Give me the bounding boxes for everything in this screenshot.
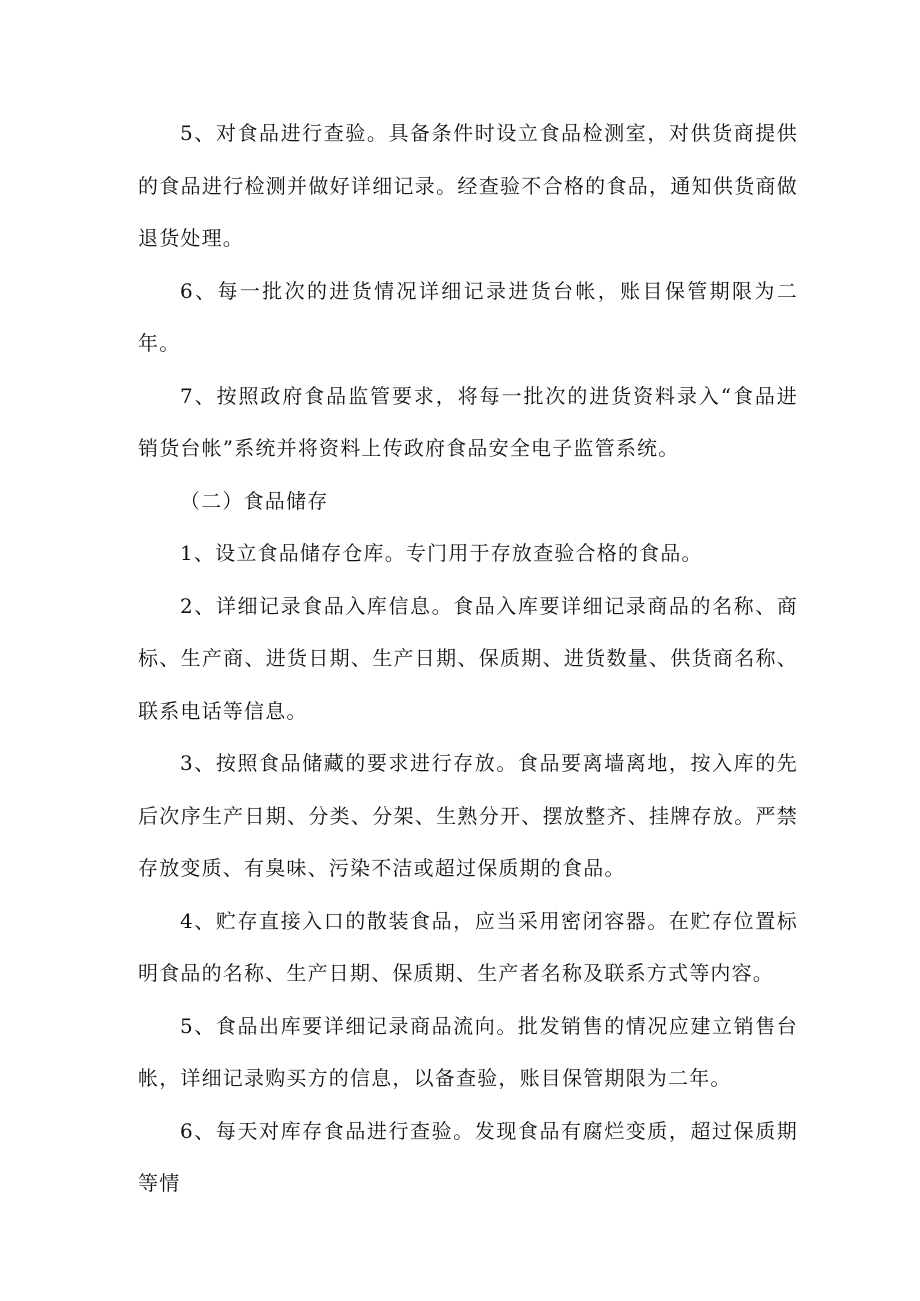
paragraph-storage-6: 6、每天对库存食品进行查验。发现食品有腐烂变质，超过保质期等情	[138, 1118, 798, 1195]
section-heading-food-storage: （二）食品储存	[180, 488, 329, 513]
paragraph-storage-2: 2、详细记录食品入库信息。食品入库要详细记录商品的名称、商标、生产商、进货日期、生产日期、保质期、进货数量、供货商名称、联系电话等信息。	[138, 593, 798, 723]
paragraph-item-6-ledger: 6、每一批次的进货情况详细记录进货台帐，账目保管期限为二年。	[138, 278, 798, 355]
document-body	[138, 107, 798, 1210]
paragraph-storage-3: 3、按照食品储藏的要求进行存放。食品要离墙离地，按入库的先后次序生产日期、分类、分架、生熟分开、摆放整齐、挂牌存放。严禁存放变质、有臭味、污染不洁或超过保质期的食品。	[138, 751, 798, 880]
paragraph-storage-4: 4、贮存直接入口的散装食品，应当采用密闭容器。在贮存位置标明食品的名称、生产日期、保质期、生产者名称及联系方式等内容。	[138, 908, 798, 985]
paragraph-storage-1: 1、设立食品储存仓库。专门用于存放查验合格的食品。	[180, 541, 703, 565]
paragraph-item-7-upload: 7、按照政府食品监管要求，将每一批次的进货资料录入“食品进销货台帐”系统并将资料上传政府食品安全电子监管系统。	[138, 383, 798, 460]
paragraph-storage-5: 5、食品出库要详细记录商品流向。批发销售的情况应建立销售台帐，详细记录购买方的信息，以备查验，账目保管期限为二年。	[138, 1013, 798, 1090]
paragraph-item-5-inspection: 5、对食品进行查验。具备条件时设立食品检测室，对供货商提供的食品进行检测并做好详细记录。经查验不合格的食品，通知供货商做退货处理。	[138, 121, 798, 250]
